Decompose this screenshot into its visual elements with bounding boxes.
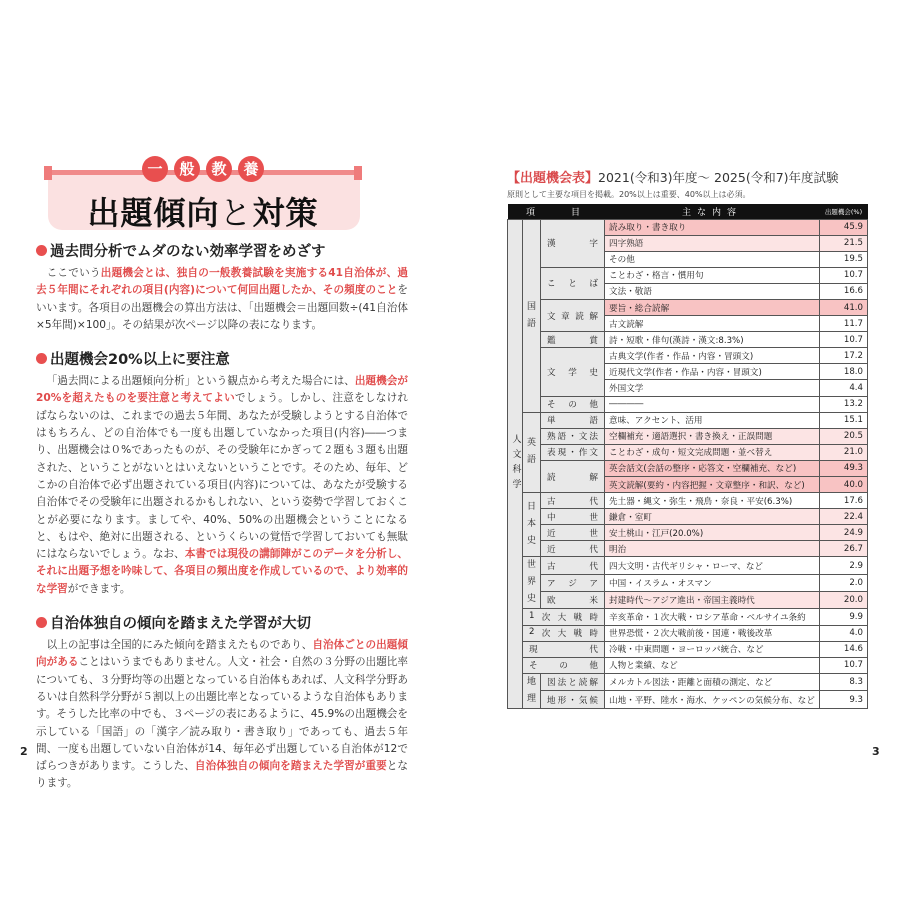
category-label: [541, 299, 605, 331]
content-cell: ――――: [605, 396, 820, 412]
rate-cell: 15.1: [820, 412, 868, 428]
content-cell: 鎌倉・室町: [605, 509, 820, 525]
header-item: 項 目: [508, 204, 605, 219]
content-cell: 読み取り・書き取り: [605, 219, 820, 235]
table-row: [508, 592, 868, 609]
category-label-text: 1 次 大 戦 時: [529, 611, 598, 624]
content-cell: メルカトル図法・距離と面積の測定、など: [605, 673, 820, 691]
content-cell: 明治: [605, 541, 820, 557]
bullet-dot-icon: [36, 245, 47, 256]
category-label: [541, 219, 605, 267]
content-cell: 英会話文(会話の整序・応答文・空欄補充、など): [605, 460, 820, 476]
content-cell: ことわざ・成句・短文完成問題・並べ替え: [605, 444, 820, 460]
section-paragraph: [36, 265, 408, 334]
table-title: [507, 167, 869, 186]
body-text: となります。: [36, 760, 409, 790]
table-body: [508, 219, 868, 708]
content-cell: ことわざ・格言・慣用句: [605, 267, 820, 283]
title-text: と: [219, 194, 253, 232]
category-label-text: 単 語: [547, 416, 599, 427]
section-heading: [36, 348, 408, 369]
table-row: [508, 525, 868, 541]
category-label-text: 近 代: [547, 544, 599, 555]
category-label: [541, 332, 605, 348]
table-row: [508, 609, 868, 625]
table-row: [508, 691, 868, 709]
category-label-text: 古 代: [547, 561, 599, 572]
category-pill: 一: [142, 156, 168, 182]
header-rate: 出題機会(%): [820, 204, 868, 219]
subject-label: 世 界 史: [523, 557, 541, 609]
rate-cell: 19.5: [820, 251, 868, 267]
content-cell: 四字熟語: [605, 235, 820, 251]
rate-cell: 10.7: [820, 332, 868, 348]
category-label-text: 中 世: [547, 512, 599, 523]
body-text: 以上の記事は全国的にみた傾向を踏まえたものであり、: [46, 639, 313, 652]
category-label: [541, 267, 605, 299]
rate-cell: 9.3: [820, 691, 868, 709]
content-cell: 辛亥革命・１次大戦・ロシア革命・ベルサイユ条約: [605, 609, 820, 625]
subject-label: 地 理: [523, 673, 541, 708]
rate-cell: 24.9: [820, 525, 868, 541]
category-label: [541, 460, 605, 492]
table-note: 原則として主要な項目を掲載。20%以上は重要、40%以上は必須。: [507, 190, 751, 199]
table-row: [508, 641, 868, 657]
rate-cell: 40.0: [820, 477, 868, 493]
table-row: [508, 444, 868, 460]
category-label-text: 現 代: [529, 645, 599, 656]
right-page: [507, 167, 869, 709]
rate-cell: 16.6: [820, 283, 868, 299]
rate-cell: 4.4: [820, 380, 868, 396]
rate-cell: 21.5: [820, 235, 868, 251]
title-text: 対策: [252, 194, 319, 232]
category-label: [541, 444, 605, 460]
section-heading: [36, 240, 408, 261]
table-row: [508, 574, 868, 591]
frequency-table: [507, 204, 868, 709]
rate-cell: 2.0: [820, 574, 868, 591]
category-label: [541, 525, 605, 541]
category-label-text: 地 形 ・ 気 候: [547, 695, 598, 706]
rate-cell: 41.0: [820, 299, 868, 315]
content-cell: 空欄補充・適語選択・書き換え・正誤問題: [605, 428, 820, 444]
category-label: [541, 673, 605, 691]
table-title-period: 2021(令和3)年度～ 2025(令和7)年度試験: [598, 170, 839, 185]
category-label: [541, 348, 605, 396]
category-label: [541, 574, 605, 591]
category-label: [523, 641, 605, 657]
table-row: [508, 493, 868, 509]
body-text: 「過去問による出題傾向分析」という観点から考えた場合には、: [46, 375, 355, 388]
category-label: [523, 625, 605, 641]
rate-cell: 10.7: [820, 267, 868, 283]
category-label: [541, 428, 605, 444]
category-label-text: 古 代: [547, 496, 599, 507]
highlighted-text: 自治体ごとの出題傾向がある: [36, 639, 408, 669]
body-text: ができます。: [67, 582, 131, 595]
highlighted-text: 本書では現役の講師陣がこのデータを分析し、それに出題予想を吟味して、各項目の頻出度を作成しているので、より効率的な学習: [36, 548, 409, 595]
rate-cell: 10.7: [820, 657, 868, 673]
section-heading-text: 自治体独自の傾向を踏まえた学習が大切: [50, 616, 311, 633]
rate-cell: 8.3: [820, 673, 868, 691]
rate-cell: 26.7: [820, 541, 868, 557]
content-cell: 意味、アクセント、活用: [605, 412, 820, 428]
content-cell: 先土器・縄文・弥生・飛鳥・奈良・平安(6.3%): [605, 493, 820, 509]
content-cell: 要旨・総合読解: [605, 299, 820, 315]
table-row: [508, 219, 868, 235]
rate-cell: 9.9: [820, 609, 868, 625]
category-label-text: ア ジ ア: [547, 578, 599, 589]
category-label-text: 文 学 史: [547, 367, 599, 378]
section-heading-text: 過去問分析でムダのない効率学習をめざす: [50, 244, 326, 260]
rate-cell: 17.2: [820, 348, 868, 364]
category-label: [541, 509, 605, 525]
content-cell: 古典文学(作者・作品・内容・冒頭文): [605, 348, 820, 364]
table-row: [508, 657, 868, 673]
content-cell: 中国・イスラム・オスマン: [605, 574, 820, 591]
page-title: [38, 188, 368, 234]
category-label: [541, 396, 605, 412]
bullet-dot-icon: [36, 353, 47, 364]
table-row: [508, 541, 868, 557]
table-row: [508, 460, 868, 476]
section-heading: [36, 612, 408, 633]
rate-cell: 2.9: [820, 557, 868, 574]
category-label-text: 漢 字: [547, 239, 599, 250]
title-text: 出題傾向: [87, 194, 220, 232]
category-label: [523, 609, 605, 625]
highlighted-text: 出題機会とは、独自の一般教養試験を実施する41自治体が、過去５年間にそれぞれの項目(内容)について何回出題したか、その頻度のこと: [36, 267, 408, 297]
category-label: [541, 557, 605, 574]
content-cell: その他: [605, 251, 820, 267]
category-label: [541, 541, 605, 557]
section-heading-text: 出題機会20%以上に要注意: [50, 352, 230, 369]
content-cell: 詩・短歌・俳句(漢詩・漢文:8.3%): [605, 332, 820, 348]
category-label-text: そ の 他: [529, 661, 599, 672]
content-cell: 近現代文学(作者・作品・内容・冒頭文): [605, 364, 820, 380]
content-cell: 冷戦・中東問題・ヨーロッパ統合、など: [605, 641, 820, 657]
highlighted-text: 出題機会が20%を超えたものを要注意と考えてよい: [36, 375, 409, 405]
highlighted-text: 自治体独自の傾向を踏まえた学習が重要: [194, 760, 387, 773]
article-section: [36, 240, 408, 334]
rate-cell: 13.2: [820, 396, 868, 412]
category-label-text: 鑑 賞: [547, 335, 599, 346]
category-label-text: そ の 他: [547, 400, 599, 411]
content-cell: 四大文明・古代ギリシャ・ローマ、など: [605, 557, 820, 574]
rate-cell: 21.0: [820, 444, 868, 460]
page-number: 3: [872, 745, 880, 758]
rate-cell: 14.6: [820, 641, 868, 657]
subject-label: 英 語: [523, 412, 541, 492]
body-text: ここでいう: [46, 267, 101, 279]
category-label-text: 欧 米: [547, 596, 599, 607]
table-row: [508, 332, 868, 348]
body-text: ことはいうまでもありません。人文・社会・自然の３分野の出題比率についても、３分野均等の出題となっている自治体もあれば、人文科学分野あるいは自然科学分野が５割以上の出題比率となっているような自治体もあります。そうした比率の中でも、３ページの表にあるように、45.9%の出題機会を示している「国語」の「漢字／読み取り・書き取り」であっても、過去５年間、一度も出題していない自治体が14、毎年必ず出題している自治体が12でばらつきがあります。こうした、: [36, 656, 409, 773]
category-pills: [38, 156, 368, 182]
category-label-text: こ と ば: [547, 279, 599, 290]
field-label: 人文科学: [508, 219, 523, 708]
body-text: でしょう。しかし、注意をしなければならないのは、これまでの過去５年間、あなたが受験しようとする自治体ではもちろん、どの自治体でも一度も出題していなかった項目(内容)――つまり、出題機会は０%であったものが、その受験年にかぎって２題も３題も出題された、ということがないとはいえないということです。そのため、毎年、どこかの自治体で必ず出題されている項目(内容)については、あなたが受験する自治体でその受験年に出題されるかもしれない、という姿勢で学習しておくことが必要になります。ましてや、40%、50%の出題機会ということになると、もはや、絶対に出題される、というくらいの覚悟で学習しておいても無駄にはならないでしょう。なお、: [36, 392, 409, 561]
content-cell: 外国文学: [605, 380, 820, 396]
header-content: 主な内容: [605, 204, 820, 219]
rate-cell: 17.6: [820, 493, 868, 509]
title-banner: [38, 150, 368, 230]
table-row: [508, 267, 868, 283]
content-cell: 封建時代～アジア進出・帝国主義時代: [605, 592, 820, 609]
rate-cell: 45.9: [820, 219, 868, 235]
table-row: [508, 509, 868, 525]
content-cell: 古文読解: [605, 316, 820, 332]
bullet-dot-icon: [36, 617, 47, 628]
rate-cell: 4.0: [820, 625, 868, 641]
category-pill: 教: [206, 156, 232, 182]
content-cell: 人物と業績、など: [605, 657, 820, 673]
section-paragraph: [36, 373, 408, 598]
category-label: [541, 493, 605, 509]
rate-cell: 22.4: [820, 509, 868, 525]
category-label-text: 文 章 読 解: [547, 311, 598, 322]
table-row: [508, 412, 868, 428]
rate-cell: 18.0: [820, 364, 868, 380]
table-header-row: [508, 204, 868, 219]
rate-cell: 20.0: [820, 592, 868, 609]
content-cell: 文法・敬語: [605, 283, 820, 299]
article-sections: [36, 240, 408, 793]
category-label-text: 熟 語 ・ 文 法: [547, 432, 598, 443]
table-row: [508, 428, 868, 444]
table-row: [508, 299, 868, 315]
content-cell: 安土桃山・江戸(20.0%): [605, 525, 820, 541]
category-label-text: 近 世: [547, 528, 599, 539]
rate-cell: 20.5: [820, 428, 868, 444]
table-row: [508, 557, 868, 574]
article-section: [36, 348, 408, 598]
category-label: [541, 412, 605, 428]
subject-label: 日 本 史: [523, 493, 541, 557]
subject-label: 国 語: [523, 219, 541, 412]
category-label-text: 2 次 大 戦 時: [529, 627, 598, 640]
rate-cell: 49.3: [820, 460, 868, 476]
body-text: をいいます。各項目の出題機会の算出方法は、「出題機会＝出題回数÷(41自治体×5年間)×100」。その結果が次ページ以降の表になります。: [36, 284, 408, 331]
content-cell: 山地・平野、陸水・海水、ケッペンの気候分布、など: [605, 691, 820, 709]
category-label: [541, 592, 605, 609]
table-row: [508, 396, 868, 412]
category-label-text: 表 現 ・ 作 文: [547, 448, 598, 459]
content-cell: 世界恐慌・２次大戦前後・国連・戦後改革: [605, 625, 820, 641]
table-row: [508, 625, 868, 641]
page-number: 2: [20, 745, 28, 758]
category-pill: 養: [238, 156, 264, 182]
table-row: [508, 348, 868, 364]
section-paragraph: [36, 637, 408, 793]
category-label-text: 読 解: [547, 472, 599, 483]
content-cell: 英文読解(要約・内容把握・文章整序・和訳、など): [605, 477, 820, 493]
left-page: [36, 150, 408, 793]
category-label-text: 図 法 と 読 解: [547, 678, 598, 689]
category-label: [523, 657, 605, 673]
article-section: [36, 612, 408, 793]
table-title-label: 【出題機会表】: [507, 171, 599, 186]
table-row: [508, 673, 868, 691]
category-label: [541, 691, 605, 709]
category-pill: 般: [174, 156, 200, 182]
rate-cell: 11.7: [820, 316, 868, 332]
